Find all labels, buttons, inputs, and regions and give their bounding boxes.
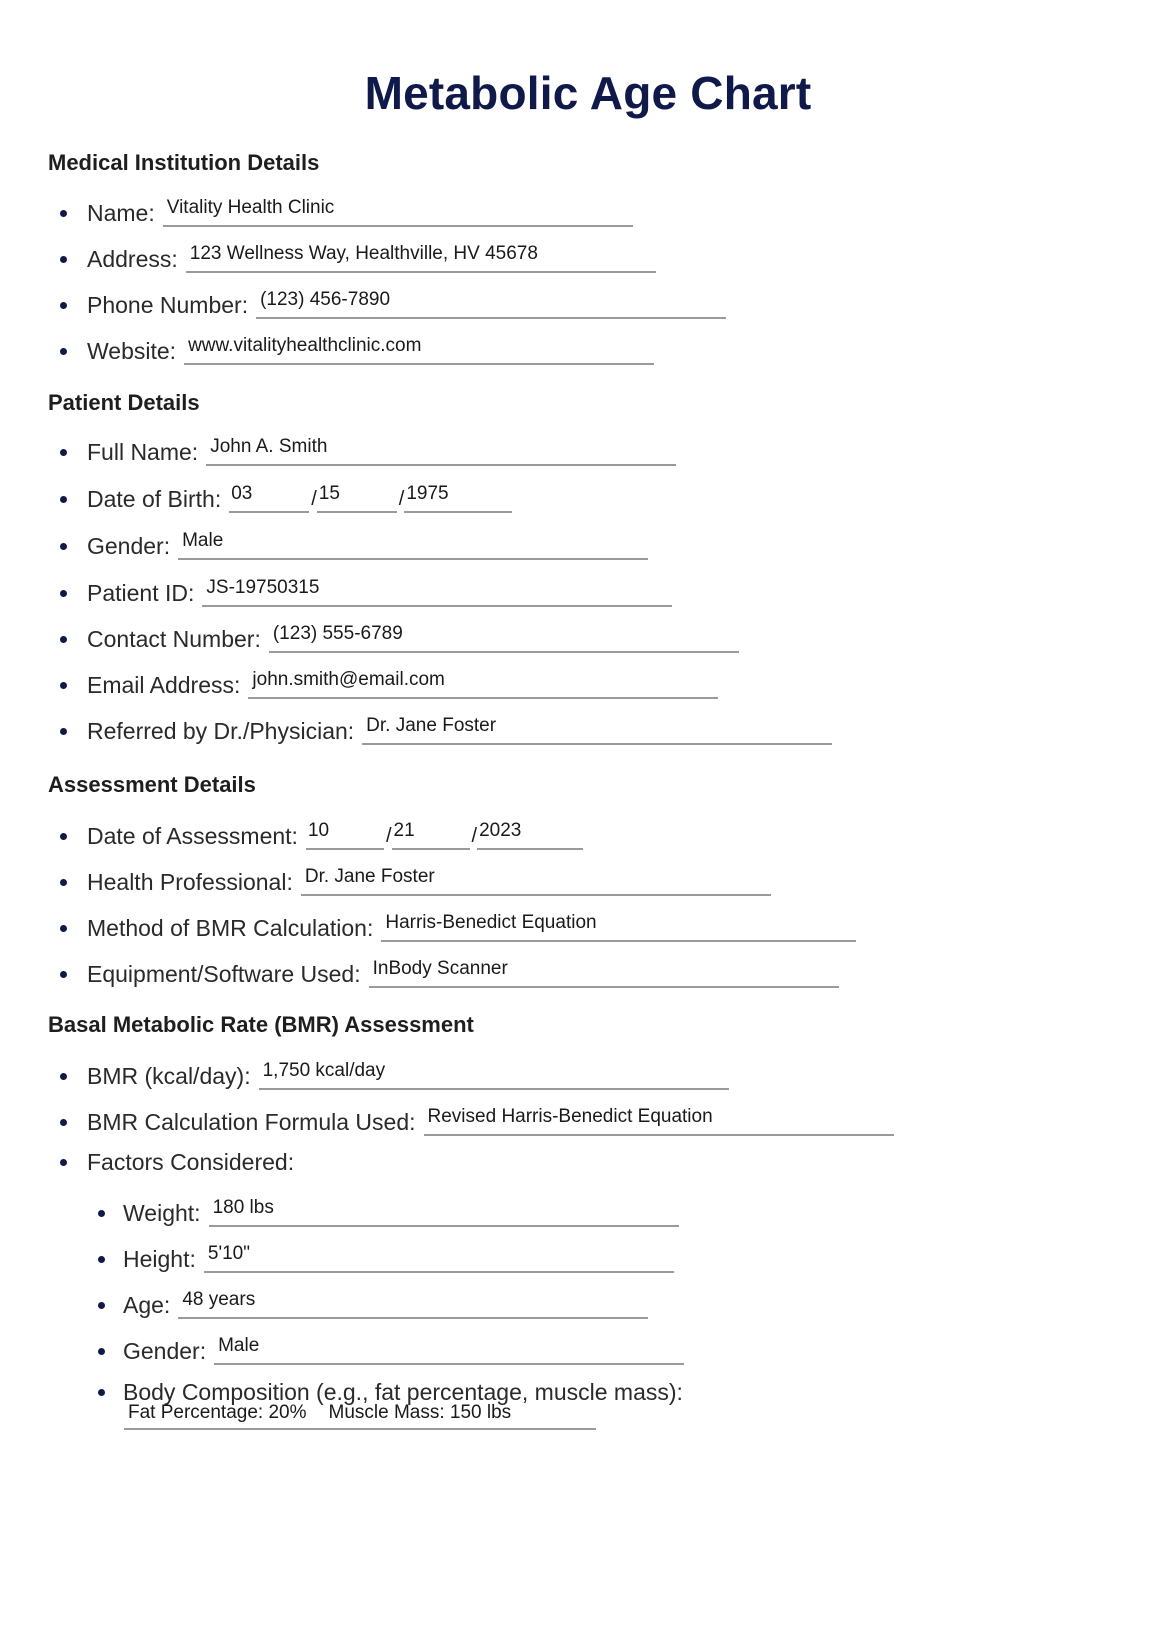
fat-percentage-value: Fat Percentage: 20% (128, 1402, 307, 1423)
institution-website-label: Website: (87, 338, 177, 364)
bmr-value: 1,750 kcal/day (262, 1060, 386, 1081)
patient-contact-row (60, 621, 739, 653)
patient-referred-value: Dr. Jane Foster (366, 715, 497, 736)
factor-body-composition-value (128, 1402, 511, 1424)
assessment-equipment-field[interactable] (369, 956, 839, 988)
dob-year-value: 1975 (406, 483, 449, 504)
bmr-factors-label: Factors Considered: (87, 1149, 295, 1175)
institution-name-label: Name: (87, 200, 155, 226)
factor-gender-label: Gender: (123, 1338, 207, 1364)
bullet-icon (60, 971, 67, 978)
factor-weight-value: 180 lbs (212, 1197, 274, 1218)
bmr-field[interactable] (259, 1058, 729, 1090)
assessment-equipment-value: InBody Scanner (372, 958, 508, 979)
factor-height-row (98, 1241, 674, 1273)
factor-age-label: Age: (123, 1292, 171, 1318)
bullet-icon (60, 1159, 67, 1166)
patient-contact-value: (123) 555-6789 (272, 623, 403, 644)
dob-day-value: 15 (318, 483, 340, 504)
date-separator: / (471, 825, 478, 847)
bullet-icon (98, 1256, 105, 1263)
bmr-formula-label: BMR Calculation Formula Used: (87, 1109, 416, 1135)
assessment-method-value: Harris-Benedict Equation (385, 912, 597, 933)
institution-address-label: Address: (87, 246, 178, 272)
assessment-professional-field[interactable] (301, 864, 771, 896)
assessment-heading: Assessment Details (48, 772, 256, 797)
institution-website-row (60, 333, 654, 365)
factor-height-field[interactable] (204, 1241, 674, 1273)
factor-gender-field[interactable] (214, 1333, 684, 1365)
patient-id-value: JS-19750315 (206, 577, 320, 598)
patient-email-field[interactable] (248, 667, 718, 699)
dob-month-field[interactable] (229, 481, 309, 513)
bullet-icon (60, 210, 67, 217)
institution-website-field[interactable] (184, 333, 654, 365)
patient-dob-label: Date of Birth: (87, 486, 222, 512)
bullet-icon (60, 543, 67, 550)
factor-age-field[interactable] (178, 1287, 648, 1319)
bullet-icon (60, 590, 67, 597)
date-separator: / (311, 488, 317, 510)
factor-weight-row (98, 1195, 679, 1227)
patient-id-label: Patient ID: (87, 580, 195, 606)
bullet-icon (98, 1210, 105, 1217)
assessment-month-field[interactable] (306, 818, 384, 850)
patient-heading: Patient Details (48, 390, 200, 415)
institution-name-row (60, 195, 633, 227)
factor-body-composition-field[interactable] (124, 1398, 596, 1430)
date-separator: / (398, 488, 405, 510)
institution-heading: Medical Institution Details (48, 150, 320, 175)
document-title: Metabolic Age Chart (364, 67, 812, 119)
factor-gender-value: Male (218, 1335, 260, 1356)
institution-name-value: Vitality Health Clinic (166, 197, 335, 218)
dob-year-field[interactable] (404, 481, 512, 513)
factor-height-value: 5'10" (207, 1243, 250, 1264)
patient-email-label: Email Address: (87, 672, 241, 698)
bullet-icon (60, 256, 67, 263)
patient-full-name-field[interactable] (206, 434, 676, 466)
bullet-icon (60, 302, 67, 309)
assessment-professional-label: Health Professional: (87, 869, 293, 895)
assessment-date-label: Date of Assessment: (87, 823, 298, 849)
assessment-method-field[interactable] (381, 910, 856, 942)
institution-address-field[interactable] (186, 241, 656, 273)
institution-address-row (60, 241, 656, 273)
bmr-label: BMR (kcal/day): (87, 1063, 251, 1089)
muscle-mass-value: Muscle Mass: 150 lbs (328, 1402, 512, 1423)
bullet-icon (60, 636, 67, 643)
factor-body-composition-label: Body Composition (e.g., fat percentage, muscle mass): (123, 1379, 683, 1405)
assessment-day-field[interactable] (392, 818, 470, 850)
patient-referred-label: Referred by Dr./Physician: (87, 718, 355, 744)
bullet-icon (60, 496, 67, 503)
bullet-icon (60, 449, 67, 456)
assessment-professional-row (60, 864, 771, 896)
institution-phone-field[interactable] (256, 287, 726, 319)
dob-month-value: 03 (231, 483, 253, 504)
patient-full-name-label: Full Name: (87, 439, 199, 465)
patient-gender-value: Male (182, 530, 224, 551)
institution-phone-label: Phone Number: (87, 292, 249, 318)
patient-email-row (60, 667, 718, 699)
patient-id-row (60, 575, 672, 607)
patient-gender-row (60, 528, 648, 560)
date-separator: / (385, 825, 392, 847)
patient-id-field[interactable] (202, 575, 672, 607)
bullet-icon (98, 1348, 105, 1355)
assessment-equipment-label: Equipment/Software Used: (87, 961, 361, 987)
factor-age-value: 48 years (182, 1289, 256, 1310)
assessment-method-label: Method of BMR Calculation: (87, 915, 374, 941)
patient-gender-field[interactable] (178, 528, 648, 560)
assessment-year-field[interactable] (477, 818, 583, 850)
institution-address-value: 123 Wellness Way, Healthville, HV 45678 (189, 243, 538, 264)
factor-gender-row (98, 1333, 684, 1365)
patient-dob-row (60, 481, 512, 513)
assessment-method-row (60, 910, 856, 942)
patient-contact-label: Contact Number: (87, 626, 261, 652)
institution-name-field[interactable] (163, 195, 633, 227)
institution-phone-row (60, 287, 726, 319)
bullet-icon (98, 1389, 105, 1396)
assessment-equipment-row (60, 956, 839, 988)
bullet-icon (60, 879, 67, 886)
assessment-day-value: 21 (393, 820, 415, 841)
bullet-icon (60, 1073, 67, 1080)
patient-full-name-row (60, 434, 676, 466)
bullet-icon (60, 1119, 67, 1126)
bullet-icon (60, 925, 67, 932)
institution-phone-value: (123) 456-7890 (260, 289, 391, 310)
factor-age-row (98, 1287, 648, 1319)
bmr-value-row (60, 1058, 729, 1090)
factor-weight-field[interactable] (209, 1195, 679, 1227)
patient-referred-row (60, 713, 832, 745)
bmr-formula-value: Revised Harris-Benedict Equation (427, 1106, 713, 1127)
factor-weight-label: Weight: (123, 1200, 201, 1226)
bullet-icon (60, 833, 67, 840)
bullet-icon (98, 1302, 105, 1309)
dob-day-field[interactable] (317, 481, 397, 513)
bmr-formula-field[interactable] (424, 1104, 894, 1136)
bmr-factors-row (60, 1148, 294, 1176)
bullet-icon (60, 728, 67, 735)
patient-full-name-value: John A. Smith (210, 436, 328, 457)
assessment-date-row (60, 818, 583, 850)
patient-contact-field[interactable] (269, 621, 739, 653)
patient-gender-label: Gender: (87, 533, 171, 559)
assessment-year-value: 2023 (479, 820, 522, 841)
assessment-month-value: 10 (307, 820, 330, 841)
assessment-professional-value: Dr. Jane Foster (304, 866, 435, 887)
bullet-icon (60, 348, 67, 355)
patient-email-value: john.smith@email.com (252, 669, 445, 690)
bullet-icon (60, 682, 67, 689)
bmr-heading: Basal Metabolic Rate (BMR) Assessment (48, 1012, 474, 1037)
factor-height-label: Height: (123, 1246, 196, 1272)
institution-website-value: www.vitalityhealthclinic.com (188, 335, 422, 356)
bmr-formula-row (60, 1104, 894, 1136)
patient-referred-field[interactable] (362, 713, 832, 745)
